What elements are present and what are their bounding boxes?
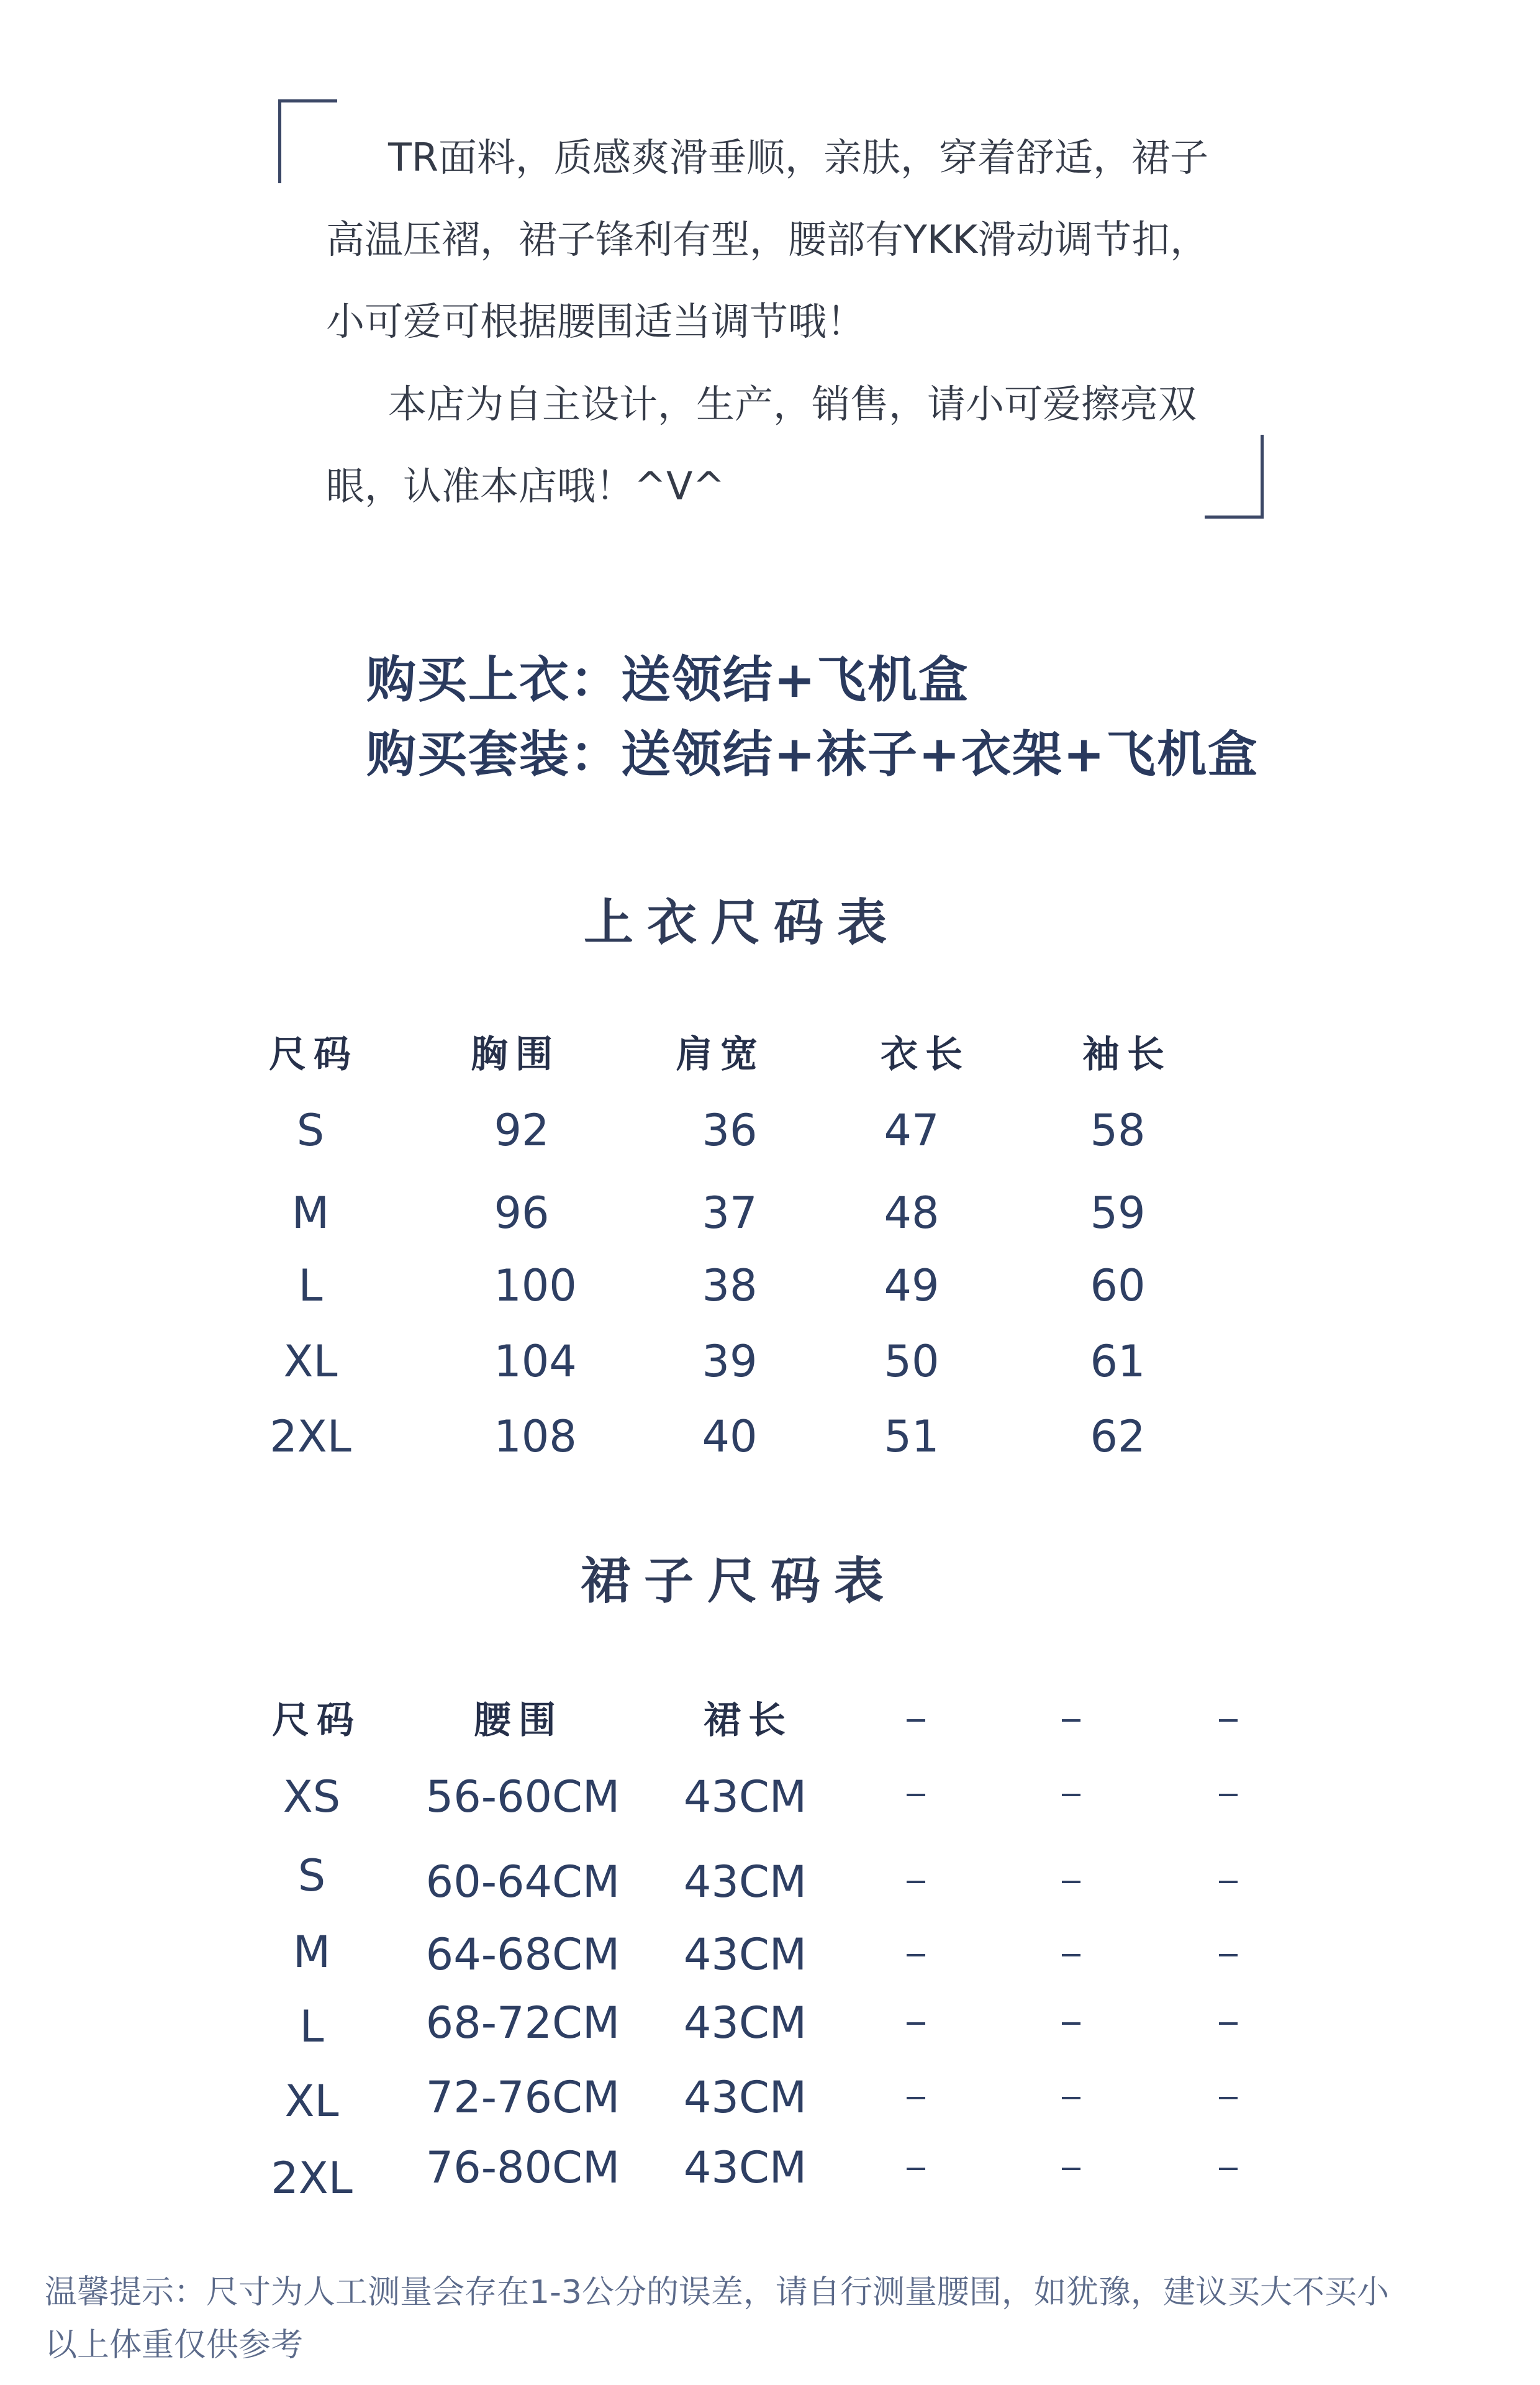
header-chest: 胸围	[471, 1033, 560, 1076]
placeholder-dash	[907, 2022, 925, 2025]
gift-set-line: 购买套装：送领结+袜子+衣架+飞机盒	[366, 725, 1259, 783]
cell-chest: 92	[494, 1105, 550, 1156]
cell-waist: 56-60CM	[425, 1771, 620, 1822]
header-shoulder: 肩宽	[676, 1033, 765, 1076]
cell-size: S	[296, 1105, 325, 1156]
placeholder-dash	[1219, 1881, 1238, 1883]
cell-size: XS	[283, 1771, 341, 1822]
placeholder-dash	[1219, 2022, 1238, 2025]
placeholder-dash	[1062, 1794, 1080, 1796]
placeholder-dash	[1219, 2097, 1238, 2099]
cell-shoulder: 40	[702, 1411, 758, 1462]
cell-sleeve: 61	[1090, 1336, 1146, 1387]
cell-waist: 60-64CM	[425, 1856, 620, 1907]
placeholder-dash	[1062, 2022, 1080, 2025]
cell-skirt-length: 43CM	[683, 1929, 807, 1980]
placeholder-dash	[907, 2097, 925, 2099]
header-waist: 腰围	[474, 1699, 563, 1742]
cell-sleeve: 59	[1090, 1188, 1146, 1238]
cell-shoulder: 36	[702, 1105, 758, 1156]
cell-chest: 96	[494, 1188, 550, 1238]
intro-line-5: 眼，认准本店哦！^V^	[326, 463, 725, 509]
top-table-title: 上衣尺码表	[584, 893, 900, 952]
placeholder-dash	[907, 2168, 925, 2170]
corner-bracket-bottom-right	[1205, 435, 1264, 519]
cell-size: XL	[284, 2076, 339, 2127]
cell-size: M	[292, 1927, 331, 1978]
cell-sleeve: 58	[1090, 1105, 1146, 1156]
cell-size: S	[297, 1850, 326, 1901]
placeholder-dash	[1062, 1881, 1080, 1883]
cell-shoulder: 39	[702, 1336, 758, 1387]
placeholder-dash	[1219, 1719, 1238, 1722]
placeholder-dash	[907, 1881, 925, 1883]
corner-bracket-top-left	[278, 99, 337, 183]
cell-skirt-length: 43CM	[683, 2072, 807, 2123]
cell-size: XL	[283, 1336, 338, 1387]
intro-line-3: 小可爱可根据腰围适当调节哦！	[326, 299, 866, 344]
placeholder-dash	[1062, 2097, 1080, 2099]
cell-skirt-length: 43CM	[683, 1856, 807, 1907]
cell-waist: 76-80CM	[425, 2142, 620, 2193]
cell-chest: 100	[494, 1260, 577, 1311]
header-sleeve: 袖长	[1082, 1033, 1172, 1076]
placeholder-dash	[1219, 1954, 1238, 1956]
cell-size: 2XL	[271, 2153, 353, 2204]
intro-line-4: 本店为自主设计，生产，销售，请小可爱擦亮双	[388, 381, 1197, 427]
cell-sleeve: 60	[1090, 1260, 1146, 1311]
placeholder-dash	[1062, 1719, 1080, 1722]
warm-tip-line-2: 以上体重仅供参考	[45, 2327, 304, 2364]
cell-size: L	[298, 1260, 323, 1311]
cell-length: 51	[884, 1411, 940, 1462]
header-skirt-length: 裙长	[704, 1699, 793, 1742]
placeholder-dash	[1062, 1954, 1080, 1956]
placeholder-dash	[907, 1794, 925, 1796]
cell-skirt-length: 43CM	[683, 2142, 807, 2193]
cell-shoulder: 38	[702, 1260, 758, 1311]
cell-sleeve: 62	[1090, 1411, 1146, 1462]
cell-length: 48	[884, 1188, 940, 1238]
cell-waist: 68-72CM	[425, 1997, 620, 2048]
cell-size: M	[291, 1188, 330, 1238]
cell-waist: 64-68CM	[425, 1929, 620, 1980]
cell-size: L	[299, 2001, 324, 2052]
placeholder-dash	[907, 1719, 925, 1722]
placeholder-dash	[1219, 2168, 1238, 2170]
cell-chest: 104	[494, 1336, 577, 1387]
placeholder-dash	[907, 1954, 925, 1956]
gift-top-line: 购买上衣：送领结+飞机盒	[366, 651, 970, 709]
cell-skirt-length: 43CM	[683, 1771, 807, 1822]
cell-size: 2XL	[270, 1411, 351, 1462]
cell-waist: 72-76CM	[425, 2072, 620, 2123]
cell-skirt-length: 43CM	[683, 1997, 807, 2048]
warm-tip-line-1: 温馨提示：尺寸为人工测量会存在1-3公分的误差，请自行测量腰围，如犹豫，建议买大不买小	[45, 2274, 1389, 2311]
cell-length: 50	[884, 1336, 940, 1387]
intro-line-2: 高温压褶，裙子锋利有型，腰部有YKK滑动调节扣，	[326, 217, 1209, 262]
placeholder-dash	[1219, 1794, 1238, 1796]
cell-chest: 108	[494, 1411, 577, 1462]
intro-line-1: TR面料，质感爽滑垂顺，亲肤，穿着舒适，裙子	[388, 135, 1208, 180]
cell-length: 49	[884, 1260, 940, 1311]
cell-length: 47	[884, 1105, 940, 1156]
header-length: 衣长	[881, 1033, 970, 1076]
header-size: 尺码	[269, 1033, 358, 1076]
cell-shoulder: 37	[702, 1188, 758, 1238]
placeholder-dash	[1062, 2168, 1080, 2170]
skirt-table-title: 裙子尺码表	[581, 1551, 897, 1610]
header-size: 尺码	[272, 1699, 361, 1742]
